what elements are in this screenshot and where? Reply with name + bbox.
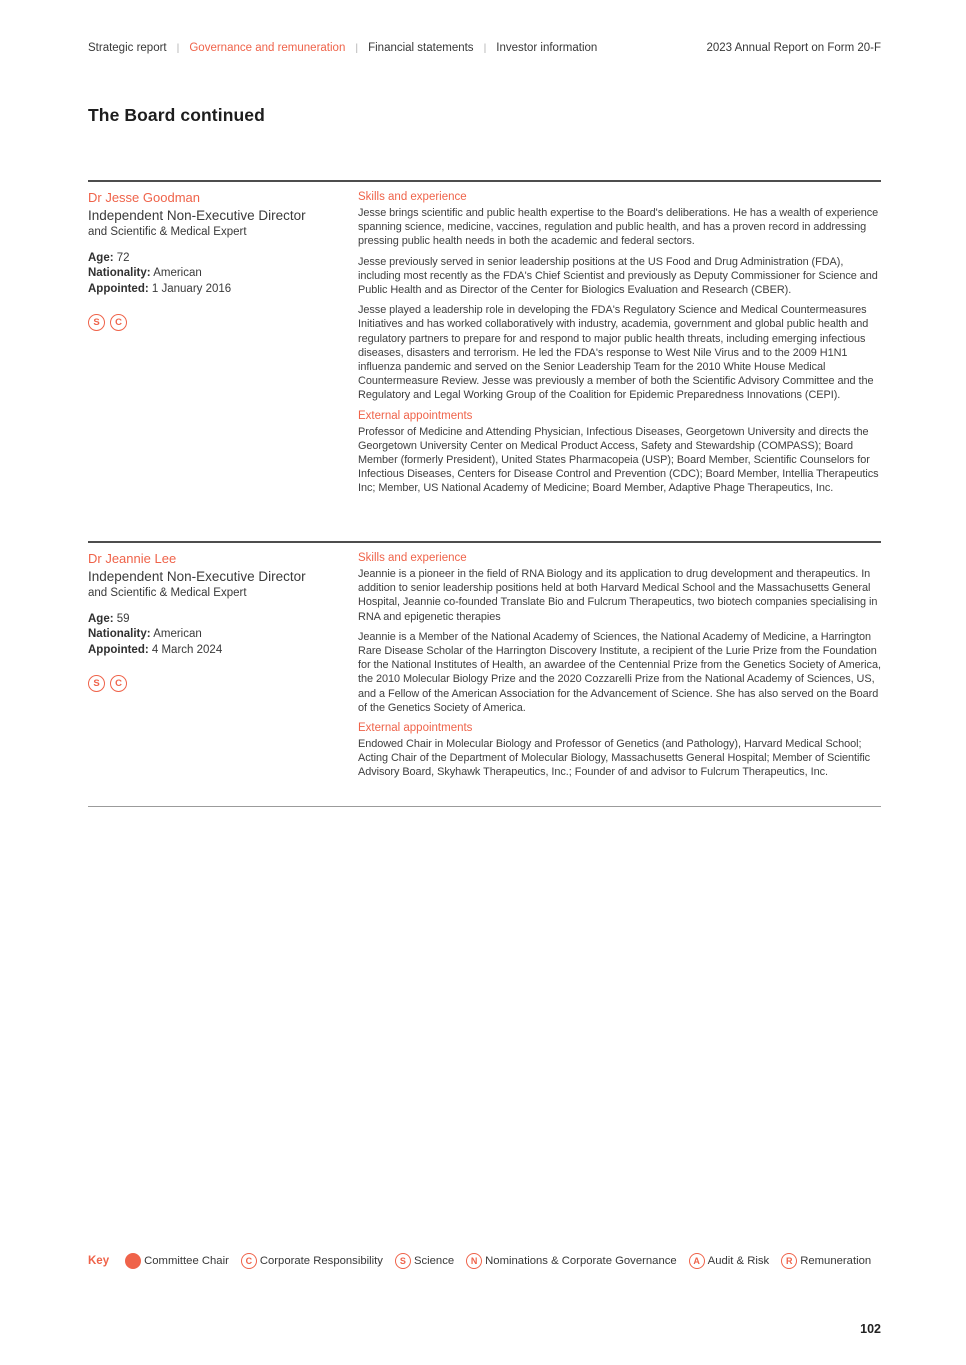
- age-label: Age:: [88, 613, 114, 626]
- key-item-label: Science: [413, 1255, 455, 1267]
- external-appointments-paragraph: Professor of Medicine and Attending Physician, Infectious Diseases, Georgetown University and directs the Georgetown University Center on Medical Product Access, Safety and Stewardship (COMPASS); Board Member (formerly President), United States Pharmacopeia (USP); Board Member, Scientific Counselors for Infectious Diseases, Centers for Disease Control and Prevention (CDC); Board Member, Intellia Therapeutics Inc; Member, US National Academy of Medicine; Board Member, Adaptive Phage Therapeutics, Inc.: [358, 425, 879, 495]
- report-edition-title: 2023 Annual Report on Form 20-F: [706, 42, 881, 54]
- director-age: [88, 612, 338, 627]
- age-value: 59: [116, 613, 130, 626]
- skills-heading: Skills and experience: [358, 552, 467, 564]
- director-role: Independent Non-Executive Director: [88, 569, 306, 584]
- nav-separator: |: [355, 42, 359, 54]
- key-item-label: Corporate Responsibility: [259, 1255, 383, 1267]
- director-profile-jesse-goodman: [88, 180, 881, 496]
- director-name: Dr Jesse Goodman: [88, 190, 200, 205]
- appointed-value: 4 March 2024: [151, 643, 223, 656]
- director-role: Independent Non-Executive Director: [88, 208, 306, 223]
- skills-heading: Skills and experience: [358, 191, 467, 203]
- section-nav: [88, 42, 597, 54]
- committee-chair-icon: [125, 1253, 141, 1269]
- nav-strategic-report[interactable]: Strategic report: [88, 42, 167, 54]
- remuneration-icon: R: [781, 1253, 797, 1269]
- key-item-remuneration: [781, 1253, 871, 1269]
- skills-paragraph: Jesse previously served in senior leadership positions at the US Food and Drug Administration (FDA), including most recently as the FDA's Chief Scientist and previously as Deputy Commissioner for Science and Public Health and as Director of the Center for Biologics Evaluation and Research (CBER).: [358, 255, 878, 297]
- profile-detail-column: [358, 190, 881, 496]
- director-meta: [88, 251, 338, 297]
- section-divider: [88, 806, 881, 807]
- director-nationality: [88, 627, 338, 642]
- profile-summary-column: [88, 551, 358, 780]
- nationality-value: American: [153, 628, 202, 641]
- appointed-label: Appointed:: [88, 282, 149, 295]
- appointed-value: 1 January 2016: [151, 282, 232, 295]
- committee-key: [88, 1253, 871, 1269]
- science-committee-icon: S: [88, 314, 105, 331]
- age-label: Age:: [88, 252, 114, 265]
- director-role-secondary: and Scientific & Medical Expert: [88, 226, 247, 239]
- profile-detail-column: [358, 551, 881, 780]
- nominations-governance-icon: N: [466, 1253, 482, 1269]
- external-appointments-heading: External appointments: [358, 409, 473, 422]
- corporate-responsibility-icon: C: [241, 1253, 257, 1269]
- nav-governance-and-remuneration[interactable]: Governance and remuneration: [189, 42, 346, 54]
- committee-badges: [88, 675, 338, 692]
- external-appointments-heading: External appointments: [358, 722, 473, 735]
- nationality-label: Nationality:: [88, 628, 151, 641]
- skills-paragraph: Jesse brings scientific and public health expertise to the Board's deliberations. He has a wealth of experience spanning science, medicine, vaccines, regulation and public health, and has a proven record in addressing pressing public health needs in both the academic and federal sectors.: [358, 207, 879, 248]
- director-profile-jeannie-lee: [88, 541, 881, 780]
- skills-paragraph: Jesse played a leadership role in developing the FDA's Regulatory Science and Medical Countermeasures Initiatives and has worked collaboratively with industry, academia, government and global public health and regulatory partners to prepare for and respond to major public health threats, including emerging infectious diseases, disasters and terrorism. He led the FDA's response to West Nile Virus and to the 2009 H1N1 influenza pandemic and served on the Senior Leadership Team for the 2010 White House Medical Countermeasure Review. Jesse was previously a member of both the Scientific Advisory Committee and the Regulatory and Legal Working Group of the Coalition for Epidemic Preparedness Innovations (CEPI).: [358, 304, 874, 402]
- appointed-label: Appointed:: [88, 643, 149, 656]
- age-value: 72: [116, 252, 130, 265]
- key-item-committee-chair: [125, 1253, 229, 1269]
- key-item-audit-risk: [689, 1253, 770, 1269]
- external-appointments-paragraph: Endowed Chair in Molecular Biology and Professor of Genetics (and Pathology), Harvard Medical School; Acting Chair of the Department of Molecular Biology, Massachusetts General Hospital; Member of Scientific Advisory Board, Skyhawk Therapeutics, Inc.; Founder of and advisor to Fulcrum Therapeutics, Inc.: [358, 738, 871, 779]
- nationality-label: Nationality:: [88, 267, 151, 280]
- corporate-responsibility-committee-icon: C: [110, 675, 127, 692]
- top-navigation: [88, 42, 881, 54]
- nav-financial-statements[interactable]: Financial statements: [368, 42, 474, 54]
- committee-badges: [88, 314, 338, 331]
- director-name: Dr Jeannie Lee: [88, 551, 177, 566]
- key-item-corporate-responsibility: [241, 1253, 383, 1269]
- skills-paragraph: Jeannie is a pioneer in the field of RNA Biology and its application to drug development and therapeutics. In addition to senior leadership positions held at both Harvard Medical School and the Massachusetts General Hospital, Jeannie co-founded Translate Bio and Fulcrum Therapeutics, two biotech companies specialising in RNA and epigenetic therapies: [358, 568, 878, 623]
- director-meta: [88, 612, 338, 658]
- nationality-value: American: [153, 267, 202, 280]
- nav-separator: |: [483, 42, 487, 54]
- nav-investor-information[interactable]: Investor information: [496, 42, 598, 54]
- key-item-label: Committee Chair: [144, 1255, 229, 1267]
- audit-risk-icon: A: [689, 1253, 705, 1269]
- nav-separator: |: [176, 42, 180, 54]
- corporate-responsibility-committee-icon: C: [110, 314, 127, 331]
- skills-paragraph: Jeannie is a Member of the National Academy of Sciences, the National Academy of Medicine, a Harrington Rare Disease Scholar of the Harrington Discovery Institute, a recipient of the Lurie Prize from the Foundation for the National Institutes of Health, an awardee of the Centennial Prize from the Genetics Society of America, the 2010 Molecular Biology Prize and the 2020 Cozzarelli Prize from the National Academy of Sciences, US, and a Fellow of the American Association for the Advancement of Science. She has also served on the Board of the Genetics Society of America.: [358, 630, 881, 714]
- page-number: 102: [860, 1322, 881, 1336]
- director-appointed: [88, 643, 338, 658]
- director-appointed: [88, 282, 338, 297]
- key-label: Key: [88, 1255, 110, 1267]
- key-item-science: [395, 1253, 454, 1269]
- director-role-secondary: and Scientific & Medical Expert: [88, 587, 247, 600]
- key-item-label: Nominations & Corporate Governance: [485, 1255, 677, 1267]
- key-item-label: Audit & Risk: [707, 1255, 770, 1267]
- director-nationality: [88, 266, 338, 281]
- key-item-label: Remuneration: [800, 1255, 872, 1267]
- director-age: [88, 251, 338, 266]
- science-committee-icon: S: [88, 675, 105, 692]
- page-title: The Board continued: [88, 105, 265, 125]
- profile-summary-column: [88, 190, 358, 496]
- key-item-nominations: [466, 1253, 677, 1269]
- science-icon: S: [395, 1253, 411, 1269]
